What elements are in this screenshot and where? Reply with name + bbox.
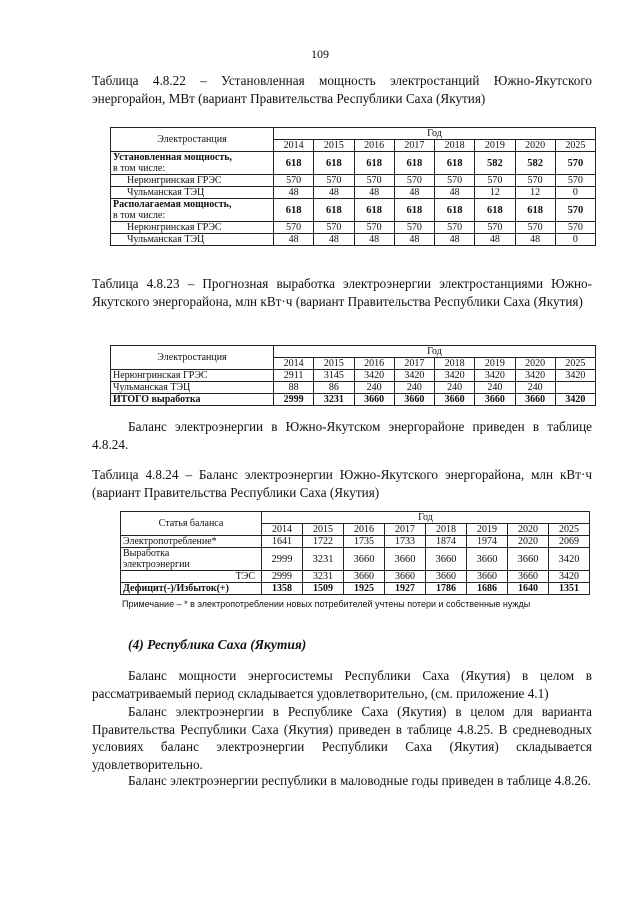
table-cell: 570 bbox=[274, 222, 314, 234]
row-label-text: Чульманская ТЭЦ bbox=[127, 187, 205, 198]
table-cell: 86 bbox=[314, 382, 354, 394]
table-cell: 1927 bbox=[385, 583, 426, 595]
header-row bbox=[111, 128, 596, 140]
row-label bbox=[111, 394, 274, 406]
table-cell: 570 bbox=[555, 199, 595, 222]
table-row bbox=[111, 199, 596, 222]
table-cell: 48 bbox=[354, 187, 394, 199]
table-row bbox=[121, 548, 590, 571]
row-label-text: Располагаемая мощность, bbox=[113, 199, 232, 210]
header-year: 2017 bbox=[394, 358, 434, 370]
header-year: 2018 bbox=[435, 140, 475, 152]
row-label-subtext: электроэнергии bbox=[123, 559, 190, 570]
row-label bbox=[111, 234, 274, 246]
table-cell: 3145 bbox=[314, 370, 354, 382]
paragraph-energy-balance: Баланс электроэнергии в Республике Саха (Якутия) в целом для варианта Правительства Республики Саха (Якутия) приведен в таблице 4.8.25. В средневодных условиях баланс электроэнергии Республики Саха (Якутия) складывается удовлетворительно. bbox=[92, 704, 592, 772]
table-cell: 48 bbox=[354, 234, 394, 246]
header-year: 2020 bbox=[508, 524, 549, 536]
table-cell: 1974 bbox=[467, 536, 508, 548]
table-cell: 3660 bbox=[467, 548, 508, 571]
paragraph-low-water: Баланс электроэнергии республики в маловодные годы приведен в таблице 4.8.26. bbox=[128, 773, 591, 788]
row-label-text: Выработка bbox=[123, 548, 170, 559]
table-cell: 3420 bbox=[354, 370, 394, 382]
table-cell: 3231 bbox=[303, 548, 344, 571]
table-row bbox=[111, 382, 596, 394]
table-cell: 48 bbox=[475, 234, 515, 246]
table2-generation-forecast bbox=[110, 345, 596, 406]
row-label-text: Нерюнгринская ГРЭС bbox=[113, 370, 208, 381]
table-cell: 2020 bbox=[508, 536, 549, 548]
table-cell: 3660 bbox=[385, 571, 426, 583]
table-cell: 3660 bbox=[467, 571, 508, 583]
header-year-group: Год bbox=[274, 346, 596, 358]
table-cell: 618 bbox=[354, 152, 394, 175]
header-year: 2014 bbox=[262, 524, 303, 536]
table-cell: 1509 bbox=[303, 583, 344, 595]
table1-caption: Таблица 4.8.22 – Установленная мощность электростанций Южно-Якутского энергорайон, МВт (вариант Правительства Республики Саха (Якутия) bbox=[92, 73, 592, 106]
table1-installed-capacity bbox=[110, 127, 596, 246]
table-cell: 1641 bbox=[262, 536, 303, 548]
row-label bbox=[111, 370, 274, 382]
table-cell: 1733 bbox=[385, 536, 426, 548]
header-year: 2019 bbox=[475, 358, 515, 370]
row-label-text: Нерюнгринская ГРЭС bbox=[127, 175, 222, 186]
table-row bbox=[121, 571, 590, 583]
table-row bbox=[111, 175, 596, 187]
table-cell: 570 bbox=[435, 222, 475, 234]
table-cell: 570 bbox=[314, 175, 354, 187]
header-year: 2025 bbox=[549, 524, 590, 536]
table-cell: 3660 bbox=[475, 394, 515, 406]
table-cell: 570 bbox=[555, 175, 595, 187]
table-cell: 3420 bbox=[515, 370, 555, 382]
table-cell: 3660 bbox=[394, 394, 434, 406]
table-cell: 3660 bbox=[354, 394, 394, 406]
table-row bbox=[111, 370, 596, 382]
table-cell: 1786 bbox=[426, 583, 467, 595]
table-cell: 570 bbox=[515, 222, 555, 234]
table-cell: 3420 bbox=[549, 571, 590, 583]
header-year: 2025 bbox=[555, 358, 595, 370]
table-row bbox=[121, 583, 590, 595]
table-cell: 3420 bbox=[435, 370, 475, 382]
table-row bbox=[111, 234, 596, 246]
table-cell: 3420 bbox=[555, 394, 595, 406]
table-cell: 570 bbox=[314, 222, 354, 234]
table-cell: 48 bbox=[314, 234, 354, 246]
table3-caption: Таблица 4.8.24 – Баланс электроэнергии Южно-Якутского энергорайона, млн кВт·ч (вариант Правительства Республики Саха (Якутия) bbox=[92, 467, 592, 500]
header-year: 2018 bbox=[426, 524, 467, 536]
row-label-subtext: в том числе: bbox=[113, 163, 166, 174]
paragraph-capacity-balance: Баланс мощности энергосистемы Республики Саха (Якутия) в целом в рассматриваемый период складывается удовлетворительно, (см. приложение 4.1) bbox=[92, 668, 592, 701]
table-cell: 3420 bbox=[549, 548, 590, 571]
table-cell: 3660 bbox=[508, 571, 549, 583]
table-cell: 1640 bbox=[508, 583, 549, 595]
table-cell: 618 bbox=[475, 199, 515, 222]
header-year: 2016 bbox=[354, 358, 394, 370]
table-cell: 618 bbox=[274, 199, 314, 222]
table-cell bbox=[555, 382, 595, 394]
table-cell: 618 bbox=[314, 152, 354, 175]
table3-energy-balance bbox=[120, 511, 590, 595]
header-year: 2020 bbox=[515, 358, 555, 370]
table-cell: 3420 bbox=[475, 370, 515, 382]
header-year-group: Год bbox=[274, 128, 596, 140]
table-cell: 240 bbox=[435, 382, 475, 394]
table-cell: 570 bbox=[515, 175, 555, 187]
table-row bbox=[111, 394, 596, 406]
table-cell: 618 bbox=[435, 199, 475, 222]
header-year: 2015 bbox=[314, 358, 354, 370]
table-cell: 3231 bbox=[314, 394, 354, 406]
table-row bbox=[111, 222, 596, 234]
header-year-group: Год bbox=[262, 512, 590, 524]
table-cell: 618 bbox=[515, 199, 555, 222]
table-cell: 570 bbox=[435, 175, 475, 187]
table-cell: 2999 bbox=[262, 571, 303, 583]
row-label-text: Чульманская ТЭЦ bbox=[113, 382, 191, 393]
table-cell: 570 bbox=[394, 222, 434, 234]
table-cell: 618 bbox=[314, 199, 354, 222]
table2-caption: Таблица 4.8.23 – Прогнозная выработка электроэнергии электростанциями Южно-Якутского энергорайона, млн кВт·ч (вариант Правительства Республики Саха (Якутия) bbox=[92, 276, 592, 309]
table-cell: 570 bbox=[354, 222, 394, 234]
table-cell: 3420 bbox=[555, 370, 595, 382]
table-cell: 3660 bbox=[508, 548, 549, 571]
table-row bbox=[121, 536, 590, 548]
section-heading: (4) Республика Саха (Якутия) bbox=[128, 637, 307, 652]
table-cell: 3420 bbox=[394, 370, 434, 382]
table-cell: 570 bbox=[475, 175, 515, 187]
row-label bbox=[111, 152, 274, 175]
table-cell: 2069 bbox=[549, 536, 590, 548]
table-cell: 3660 bbox=[426, 548, 467, 571]
row-label-text: Дефицит(-)/Избыток(+) bbox=[123, 583, 229, 594]
header-year: 2017 bbox=[394, 140, 434, 152]
row-label bbox=[121, 583, 262, 595]
row-label-text: ИТОГО выработка bbox=[113, 394, 201, 405]
table-cell: 2999 bbox=[274, 394, 314, 406]
paragraph-balance-ref: Баланс электроэнергии в Южно-Якутском энергорайоне приведен в таблице 4.8.24. bbox=[92, 419, 592, 452]
header-year: 2014 bbox=[274, 358, 314, 370]
table-cell: 1358 bbox=[262, 583, 303, 595]
table-row bbox=[111, 187, 596, 199]
table-cell: 2911 bbox=[274, 370, 314, 382]
table-cell: 240 bbox=[515, 382, 555, 394]
table-cell: 48 bbox=[314, 187, 354, 199]
row-label-text: ТЭС bbox=[235, 571, 255, 582]
row-label-text: Нерюнгринская ГРЭС bbox=[127, 222, 222, 233]
table-cell: 582 bbox=[515, 152, 555, 175]
row-label bbox=[121, 536, 262, 548]
table-cell: 240 bbox=[354, 382, 394, 394]
header-station: Электростанция bbox=[111, 346, 274, 370]
table-cell: 570 bbox=[274, 175, 314, 187]
row-label bbox=[111, 199, 274, 222]
table-cell: 48 bbox=[515, 234, 555, 246]
table-row bbox=[111, 152, 596, 175]
table-cell: 3660 bbox=[435, 394, 475, 406]
row-label bbox=[111, 222, 274, 234]
header-row bbox=[121, 512, 590, 524]
table-cell: 48 bbox=[435, 234, 475, 246]
header-year: 2017 bbox=[385, 524, 426, 536]
header-year: 2025 bbox=[555, 140, 595, 152]
table-cell: 3660 bbox=[515, 394, 555, 406]
table-cell: 570 bbox=[555, 152, 595, 175]
table-cell: 2999 bbox=[262, 548, 303, 571]
header-row bbox=[111, 346, 596, 358]
header-year: 2019 bbox=[467, 524, 508, 536]
row-label bbox=[111, 187, 274, 199]
table-cell: 3660 bbox=[385, 548, 426, 571]
table-cell: 48 bbox=[435, 187, 475, 199]
table-cell: 618 bbox=[394, 199, 434, 222]
table-cell: 240 bbox=[394, 382, 434, 394]
header-station: Электростанция bbox=[111, 128, 274, 152]
table-cell: 3660 bbox=[426, 571, 467, 583]
header-year: 2018 bbox=[435, 358, 475, 370]
table-cell: 618 bbox=[354, 199, 394, 222]
table-cell: 3660 bbox=[344, 571, 385, 583]
table-cell: 1925 bbox=[344, 583, 385, 595]
row-label bbox=[111, 175, 274, 187]
page-number: 109 bbox=[311, 47, 329, 61]
header-year: 2016 bbox=[344, 524, 385, 536]
row-label bbox=[121, 548, 262, 571]
table-cell: 1874 bbox=[426, 536, 467, 548]
row-label bbox=[121, 571, 262, 583]
table-cell: 582 bbox=[475, 152, 515, 175]
table-cell: 1686 bbox=[467, 583, 508, 595]
table-cell: 240 bbox=[475, 382, 515, 394]
table-cell: 618 bbox=[274, 152, 314, 175]
header-year: 2014 bbox=[274, 140, 314, 152]
table-cell: 3231 bbox=[303, 571, 344, 583]
table-cell: 570 bbox=[555, 222, 595, 234]
table-cell: 88 bbox=[274, 382, 314, 394]
table-cell: 3660 bbox=[344, 548, 385, 571]
row-label-subtext: в том числе: bbox=[113, 210, 166, 221]
table-cell: 0 bbox=[555, 234, 595, 246]
table-cell: 1722 bbox=[303, 536, 344, 548]
header-year: 2016 bbox=[354, 140, 394, 152]
table-cell: 48 bbox=[394, 187, 434, 199]
table-cell: 1351 bbox=[549, 583, 590, 595]
header-station: Статья баланса bbox=[121, 512, 262, 536]
header-year: 2015 bbox=[314, 140, 354, 152]
row-label-text: Установленная мощность, bbox=[113, 152, 233, 163]
table-cell: 570 bbox=[354, 175, 394, 187]
table-cell: 1735 bbox=[344, 536, 385, 548]
table-cell: 12 bbox=[475, 187, 515, 199]
header-year: 2020 bbox=[515, 140, 555, 152]
table-cell: 570 bbox=[394, 175, 434, 187]
header-year: 2019 bbox=[475, 140, 515, 152]
table-cell: 618 bbox=[435, 152, 475, 175]
table-cell: 12 bbox=[515, 187, 555, 199]
row-label-text: Чульманская ТЭЦ bbox=[127, 234, 205, 245]
table-cell: 618 bbox=[394, 152, 434, 175]
row-label bbox=[111, 382, 274, 394]
table-cell: 48 bbox=[274, 187, 314, 199]
table-cell: 48 bbox=[274, 234, 314, 246]
table-cell: 48 bbox=[394, 234, 434, 246]
table-cell: 0 bbox=[555, 187, 595, 199]
table-cell: 570 bbox=[475, 222, 515, 234]
row-label-text: Электропотребление* bbox=[123, 536, 217, 547]
header-year: 2015 bbox=[303, 524, 344, 536]
table3-note: Примечание – * в электропотреблении новых потребителей учтены потери и собственные нужды bbox=[122, 599, 531, 609]
